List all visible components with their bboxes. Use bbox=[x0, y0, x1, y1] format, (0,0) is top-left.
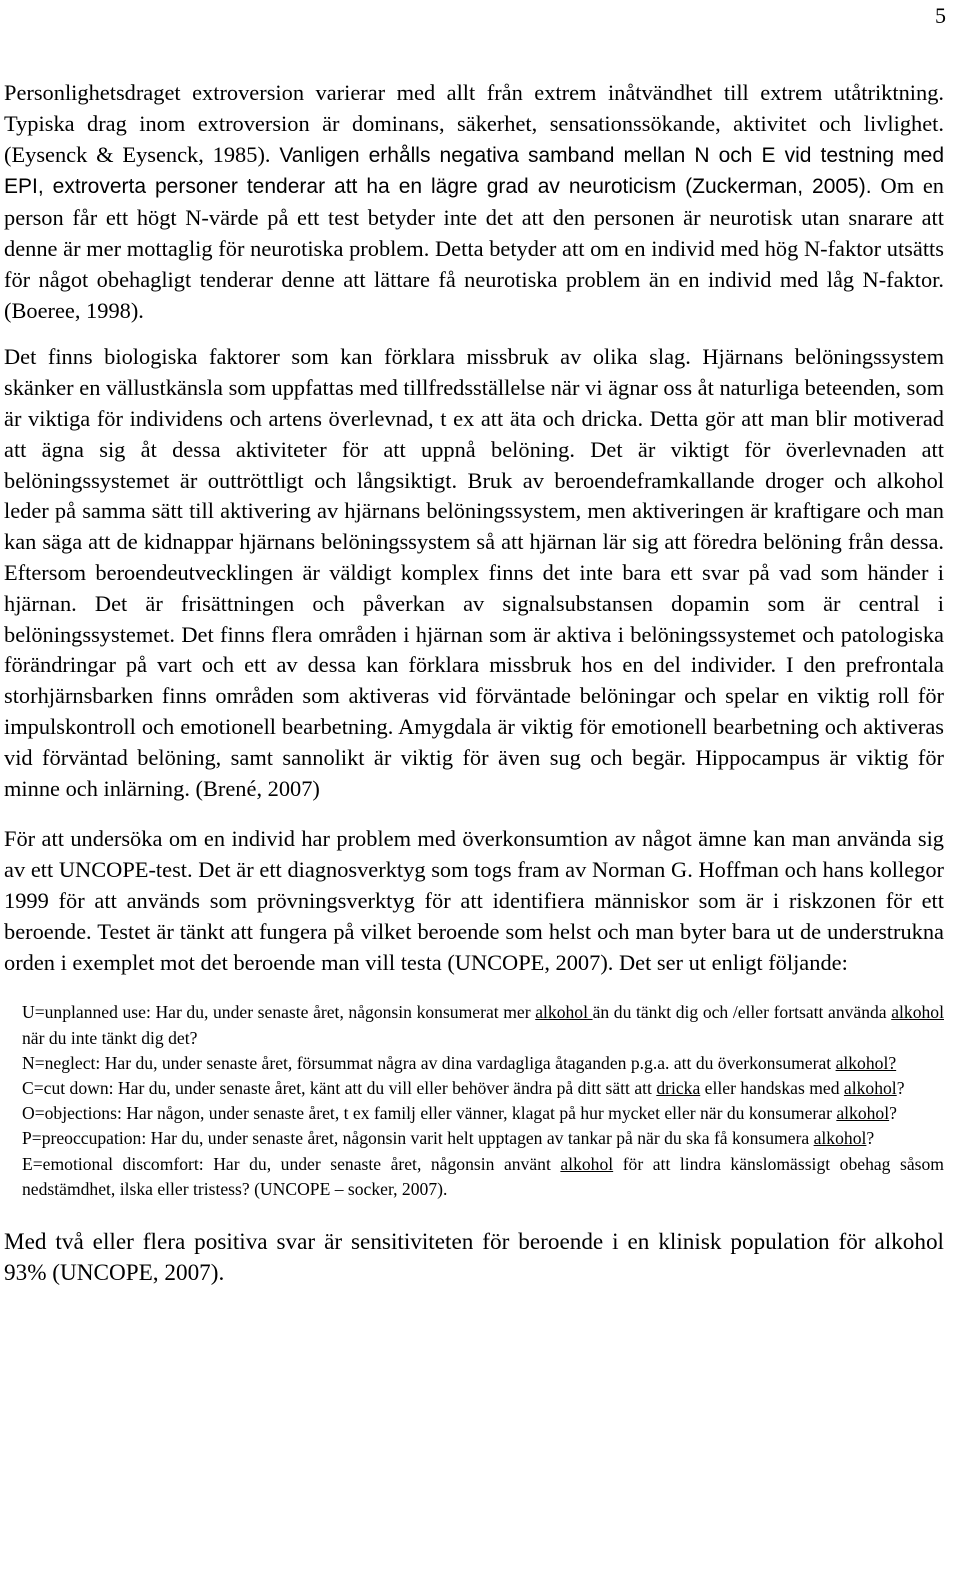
uncope-e-underlined-1: alkohol bbox=[560, 1153, 614, 1174]
uncope-e-text-a: E=emotional discomfort: Har du, under senaste året, någonsin använt bbox=[22, 1153, 561, 1174]
uncope-item-e bbox=[22, 1152, 944, 1202]
uncope-p-text-a: P=preoccupation: Har du, under senaste året, någonsin varit helt upptagen av tankar på när du ska få konsumera bbox=[22, 1128, 814, 1149]
page-number: 5 bbox=[935, 3, 946, 28]
uncope-item-n bbox=[22, 1051, 944, 1076]
paragraph-sensitivity: Med två eller flera positiva svar är sensitiviteten för beroende i en klinisk population för alkohol 93% (UNCOPE, 2007). bbox=[4, 1228, 944, 1286]
paragraph-uncope-intro: För att undersöka om en individ har problem med överkonsumtion av något ämne kan man använda sig av ett UNCOPE-test. Det är ett diagnosverktyg som togs fram av Norman G. Hoffman och hans kollegor 1999 för att används som prövningsverktyg för att identifiera människor som är i riskzonen för ett beroende. Testet är tänkt att fungera på vilket beroende som helst och man byter bara ut de understrukna orden i exemplet mot det beroende man vill testa (UNCOPE, 2007). Det ser ut enligt följande: bbox=[4, 826, 944, 975]
paragraph-personality-c: Om en person får ett högt N-värde på ett test betyder inte det att den personen är neurotisk utan snarare att denne är mer mottaglig för neurotiska problem. bbox=[4, 173, 944, 261]
uncope-item-u bbox=[22, 1000, 944, 1050]
uncope-u-underlined-2: alkohol bbox=[891, 1002, 944, 1023]
paragraph-biology: Det finns biologiska faktorer som kan förklara missbruk av olika slag. Hjärnans belöningssystem skänker en vällustkänsla som uppfattas med tillfredsställelse när vi ägnar oss åt naturliga beteenden, som är viktiga för individens och artens överlevnad, t ex att äta och dricka. Detta gör att man blir motiverad att ägna sig åt dessa aktiviteter för att uppnå belöning. Det är viktigt för överlevnaden att belöningssystemet är outtröttligt och långsiktigt. Bruk av beroendeframkallande droger och alkohol leder på samma sätt till aktivering av hjärnans belöningssystem, men aktiveringen är kraftigare och man kan säga att de kidnappar hjärnans belöningssystem så att hjärnan lär sig att föredra belöning från dessa. Eftersom beroendeutvecklingen är väldigt komplex finns det inte bara ett svar på vad som händer i hjärnan. Det är frisättningen och påverkan av signalsubstansen dopamin som är central i belöningssystemet. Det finns flera områden i hjärnan som är aktiva i belöningssystemet och patologiska förändringar på vart och ett av dessa kan förklara missbruk hos en del individer. I den prefrontala storhjärnsbarken finns områden som aktiveras vid förväntade belöningar och spelar en viktig roll för impulskontroll och emotionell bearbetning. Amygdala är viktig för emotionell bearbetning och aktiveras vid förväntad belöning, samt sannolikt är viktig för även sug och begär. Hippocampus är viktig för minne och inlärning. (Brené, 2007) bbox=[4, 344, 944, 801]
uncope-u-text-c: när du inte tänkt dig det? bbox=[22, 1027, 198, 1048]
uncope-item-o bbox=[22, 1101, 944, 1126]
uncope-u-text-a: U=unplanned use: Har du, under senaste året, någonsin konsumerat mer bbox=[22, 1002, 536, 1023]
paragraph-personality bbox=[4, 78, 944, 326]
uncope-e-text-b: för att lindra känslomässigt obehag såsom nedstämdhet, ilska eller tristess? (UNCOPE – socker, 2007). bbox=[22, 1153, 944, 1199]
uncope-c-text-c: ? bbox=[896, 1077, 905, 1098]
paragraph-personality-a: Personlighetsdraget extroversion varierar med allt från extrem inåtvändhet till extrem utåtriktning. Typiska drag inom extroversion är dominans, säkerhet, sensationssökande, aktivitet och livlighet. (Eysenck & Eysenck, 1985). bbox=[4, 80, 944, 167]
uncope-c-text-a: C=cut down: Har du, under senaste året, känt att du vill eller behöver ändra på ditt sätt att bbox=[22, 1077, 657, 1098]
uncope-u-underlined-1: alkohol bbox=[535, 1002, 593, 1023]
uncope-item-p bbox=[22, 1126, 944, 1151]
uncope-n-text-a: N=neglect: Har du, under senaste året, försummat några av dina vardagliga åtaganden p.g.a. att du överkonsumerat bbox=[22, 1052, 836, 1073]
uncope-list bbox=[22, 1000, 944, 1202]
uncope-o-text-b: ? bbox=[889, 1103, 897, 1124]
uncope-o-text-a: O=objections: Har någon, under senaste året, t ex familj eller vänner, klagat på hur mycket eller när du konsumerar bbox=[22, 1103, 837, 1124]
uncope-p-underlined-1: alkohol bbox=[813, 1128, 867, 1149]
uncope-c-text-b: eller handskas med bbox=[700, 1077, 844, 1098]
uncope-u-text-b: än du tänkt dig och /eller fortsatt använda bbox=[592, 1002, 892, 1023]
uncope-p-text-b: ? bbox=[866, 1128, 875, 1149]
uncope-n-underlined-1: alkohol? bbox=[835, 1052, 897, 1073]
uncope-c-underlined-1: dricka bbox=[656, 1077, 701, 1098]
paragraph-personality-b: Vanligen erhålls negativa samband mellan N och E vid testning med EPI, extroverta personer tenderar att ha en lägre grad av neuroticism (Zuckerman, 2005). bbox=[4, 143, 944, 199]
uncope-c-underlined-2: alkohol bbox=[843, 1077, 897, 1098]
document-body bbox=[4, 78, 944, 1289]
uncope-item-c bbox=[22, 1076, 944, 1101]
paragraph-personality-d: Detta betyder att om en individ med hög N-faktor utsätts för något obehagligt tenderar denne att lättare få neurotiska problem än en individ med låg N-faktor. (Boeree, 1998). bbox=[4, 235, 944, 323]
uncope-o-underlined-1: alkohol bbox=[836, 1103, 890, 1124]
